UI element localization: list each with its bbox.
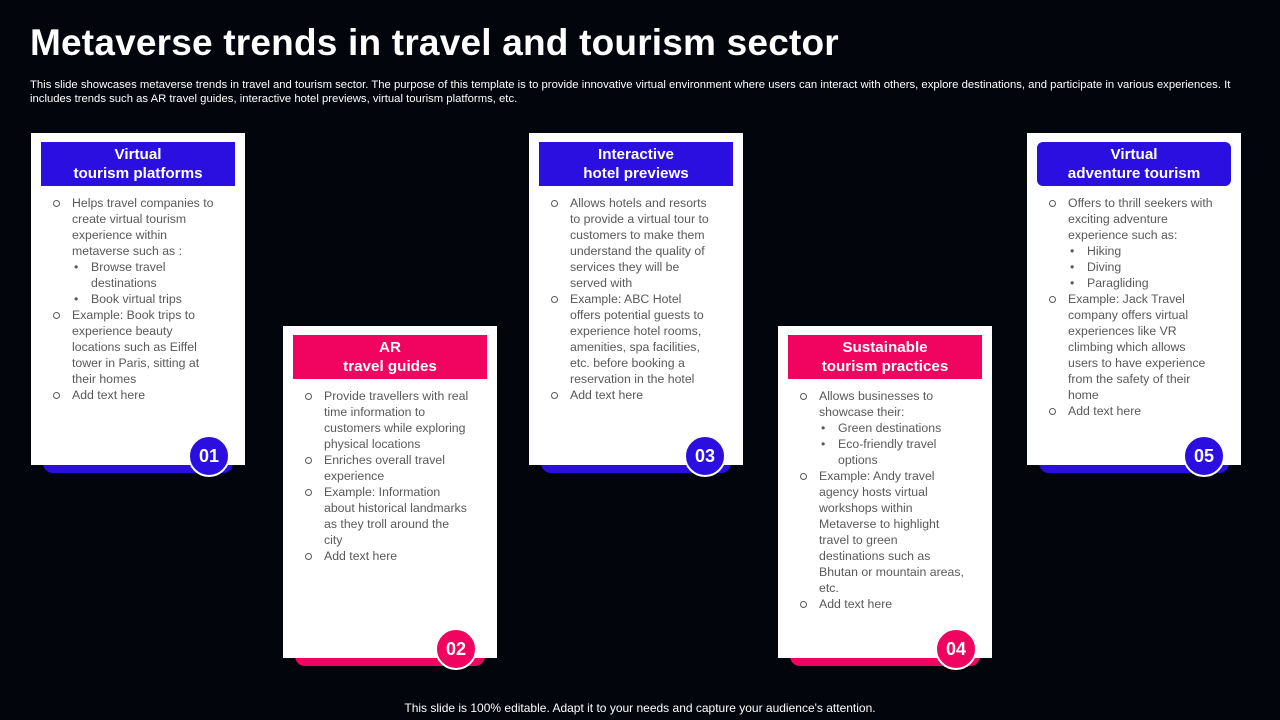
sub-list-item — [800, 420, 984, 436]
card-body — [529, 133, 743, 465]
text-line: experience within — [72, 228, 168, 242]
text-line: • Diving — [1087, 260, 1122, 274]
text-line: customers to make them — [570, 228, 705, 242]
text-line: travel to green — [819, 533, 898, 547]
text-line: • Paragliding — [1087, 276, 1149, 290]
text-line: • Green destinations — [838, 421, 942, 435]
sub-list-item — [1049, 259, 1233, 275]
text-line: customers while exploring — [324, 421, 466, 435]
text-line: Example: Andy travel — [819, 469, 935, 483]
list-item — [1049, 403, 1233, 419]
text-line: home — [1068, 388, 1099, 402]
card-content — [305, 388, 489, 564]
text-line: etc. before booking a — [570, 356, 685, 370]
card-title-line: Virtual — [1110, 146, 1158, 163]
card-title-line: hotel previews — [583, 165, 689, 182]
sub-list-item — [1049, 275, 1233, 291]
text-line: Add text here — [324, 549, 398, 563]
text-line: metaverse such as : — [72, 244, 183, 258]
text-line: locations such as Eiffel — [72, 340, 197, 354]
text-line: destinations such as — [819, 549, 931, 563]
card-title-line: Interactive — [598, 146, 674, 163]
text-line: company offers virtual — [1068, 308, 1189, 322]
text-line: • Book virtual trips — [91, 292, 182, 306]
text-line: workshops within — [819, 501, 913, 515]
trend-card-ar-travel-guides — [283, 326, 497, 666]
text-line: Example: Book trips to — [72, 308, 196, 322]
card-title-line: travel guides — [343, 358, 437, 375]
trend-card-interactive-hotel-previews — [529, 133, 743, 473]
text-line: services they will be — [570, 260, 680, 274]
step-number-badge: 01 — [188, 435, 230, 477]
text-line: to provide a virtual tour to — [570, 212, 709, 226]
text-line: understand the quality of — [570, 244, 705, 258]
card-content — [551, 195, 735, 403]
slide-description: This slide showcases metaverse trends in travel and tourism sector. The purpose of this template is to provide innovative virtual environment where users can interact with others, explore destinations, and participate in various experiences. It includes trends such as AR travel guides, interactive hotel previews, virtual tourism platforms, etc. — [30, 79, 1231, 105]
text-line: users to have experience — [1068, 356, 1206, 370]
text-line: reservation in the hotel — [570, 372, 695, 386]
text-line: from the safety of their — [1068, 372, 1191, 386]
text-line: options — [838, 453, 878, 467]
sub-list-item — [53, 291, 237, 307]
text-line: Offers to thrill seekers with — [1068, 196, 1213, 210]
list-item — [1049, 195, 1233, 243]
list-item — [800, 468, 984, 596]
text-line: • Hiking — [1087, 244, 1122, 258]
text-line: create virtual tourism — [72, 212, 187, 226]
card-title — [539, 142, 733, 186]
card-content — [800, 388, 984, 612]
step-number-badge: 04 — [935, 628, 977, 670]
list-item — [551, 387, 735, 403]
text-line: Add text here — [819, 597, 893, 611]
list-item — [53, 387, 237, 403]
list-item — [551, 195, 735, 291]
text-line: experience beauty — [72, 324, 173, 338]
sub-list-item — [800, 436, 984, 468]
card-title-line: adventure tourism — [1067, 165, 1201, 182]
text-line: experience such as: — [1068, 228, 1178, 242]
text-line: destinations — [91, 276, 157, 290]
text-line: their homes — [72, 372, 137, 386]
text-line: • Browse travel — [91, 260, 166, 274]
list-item — [53, 195, 237, 259]
list-item — [551, 291, 735, 387]
text-line: experiences like VR — [1068, 324, 1177, 338]
step-number-badge: 02 — [435, 628, 477, 670]
card-body — [283, 326, 497, 658]
list-item — [305, 548, 489, 564]
card-title — [788, 335, 982, 379]
text-line: Bhutan or mountain areas, — [819, 565, 964, 579]
text-line: Add text here — [570, 388, 644, 402]
text-line: Example: Jack Travel — [1068, 292, 1185, 306]
text-line: as they troll around the — [324, 517, 450, 531]
text-line: experience hotel rooms, — [570, 324, 702, 338]
trend-card-sustainable-tourism-practices — [778, 326, 992, 666]
trend-card-virtual-adventure-tourism — [1027, 133, 1241, 473]
list-item — [1049, 291, 1233, 403]
text-line: amenities, spa facilities, — [570, 340, 700, 354]
card-content — [53, 195, 237, 403]
card-title — [41, 142, 235, 186]
card-title — [1037, 142, 1231, 186]
text-line: Allows hotels and resorts — [570, 196, 707, 210]
list-item — [305, 452, 489, 484]
text-line: served with — [570, 276, 633, 290]
slide-title: Metaverse trends in travel and tourism sector — [30, 22, 839, 63]
text-line: Add text here — [1068, 404, 1142, 418]
text-line: climbing which allows — [1068, 340, 1186, 354]
card-title-line: tourism practices — [821, 358, 949, 375]
card-body — [31, 133, 245, 465]
text-line: time information to — [324, 405, 426, 419]
text-line: offers potential guests to — [570, 308, 704, 322]
card-body — [778, 326, 992, 658]
text-line: tower in Paris, sitting at — [72, 356, 200, 370]
text-line: about historical landmarks — [324, 501, 467, 515]
card-title-line: Sustainable — [842, 339, 928, 356]
text-line: city — [324, 533, 343, 547]
text-line: exciting adventure — [1068, 212, 1168, 226]
sub-list-item — [1049, 243, 1233, 259]
text-line: Add text here — [72, 388, 146, 402]
card-title-line: Virtual — [114, 146, 162, 163]
card-content — [1049, 195, 1233, 419]
list-item — [800, 596, 984, 612]
text-line: Provide travellers with real — [324, 389, 469, 403]
text-line: Metaverse to highlight — [819, 517, 940, 531]
text-line: experience — [324, 469, 385, 483]
text-line: Example: Information — [324, 485, 441, 499]
footer-note: This slide is 100% editable. Adapt it to your needs and capture your audience's attention. — [404, 701, 876, 715]
list-item — [800, 388, 984, 420]
list-item — [305, 388, 489, 452]
card-title — [293, 335, 487, 379]
text-line: • Eco-friendly travel — [838, 437, 937, 451]
sub-list-item — [53, 259, 237, 291]
text-line: Example: ABC Hotel — [570, 292, 682, 306]
step-number-badge: 03 — [684, 435, 726, 477]
card-title-line: AR — [379, 339, 401, 356]
text-line: agency hosts virtual — [819, 485, 928, 499]
list-item — [53, 307, 237, 387]
list-item — [305, 484, 489, 548]
text-line: etc. — [819, 581, 839, 595]
step-number-badge: 05 — [1183, 435, 1225, 477]
text-line: physical locations — [324, 437, 421, 451]
text-line: showcase their: — [819, 405, 905, 419]
text-line: Enriches overall travel — [324, 453, 445, 467]
text-line: Allows businesses to — [819, 389, 934, 403]
card-body — [1027, 133, 1241, 465]
card-title-line: tourism platforms — [73, 165, 203, 182]
trend-card-virtual-tourism-platforms — [31, 133, 245, 473]
text-line: Helps travel companies to — [72, 196, 214, 210]
